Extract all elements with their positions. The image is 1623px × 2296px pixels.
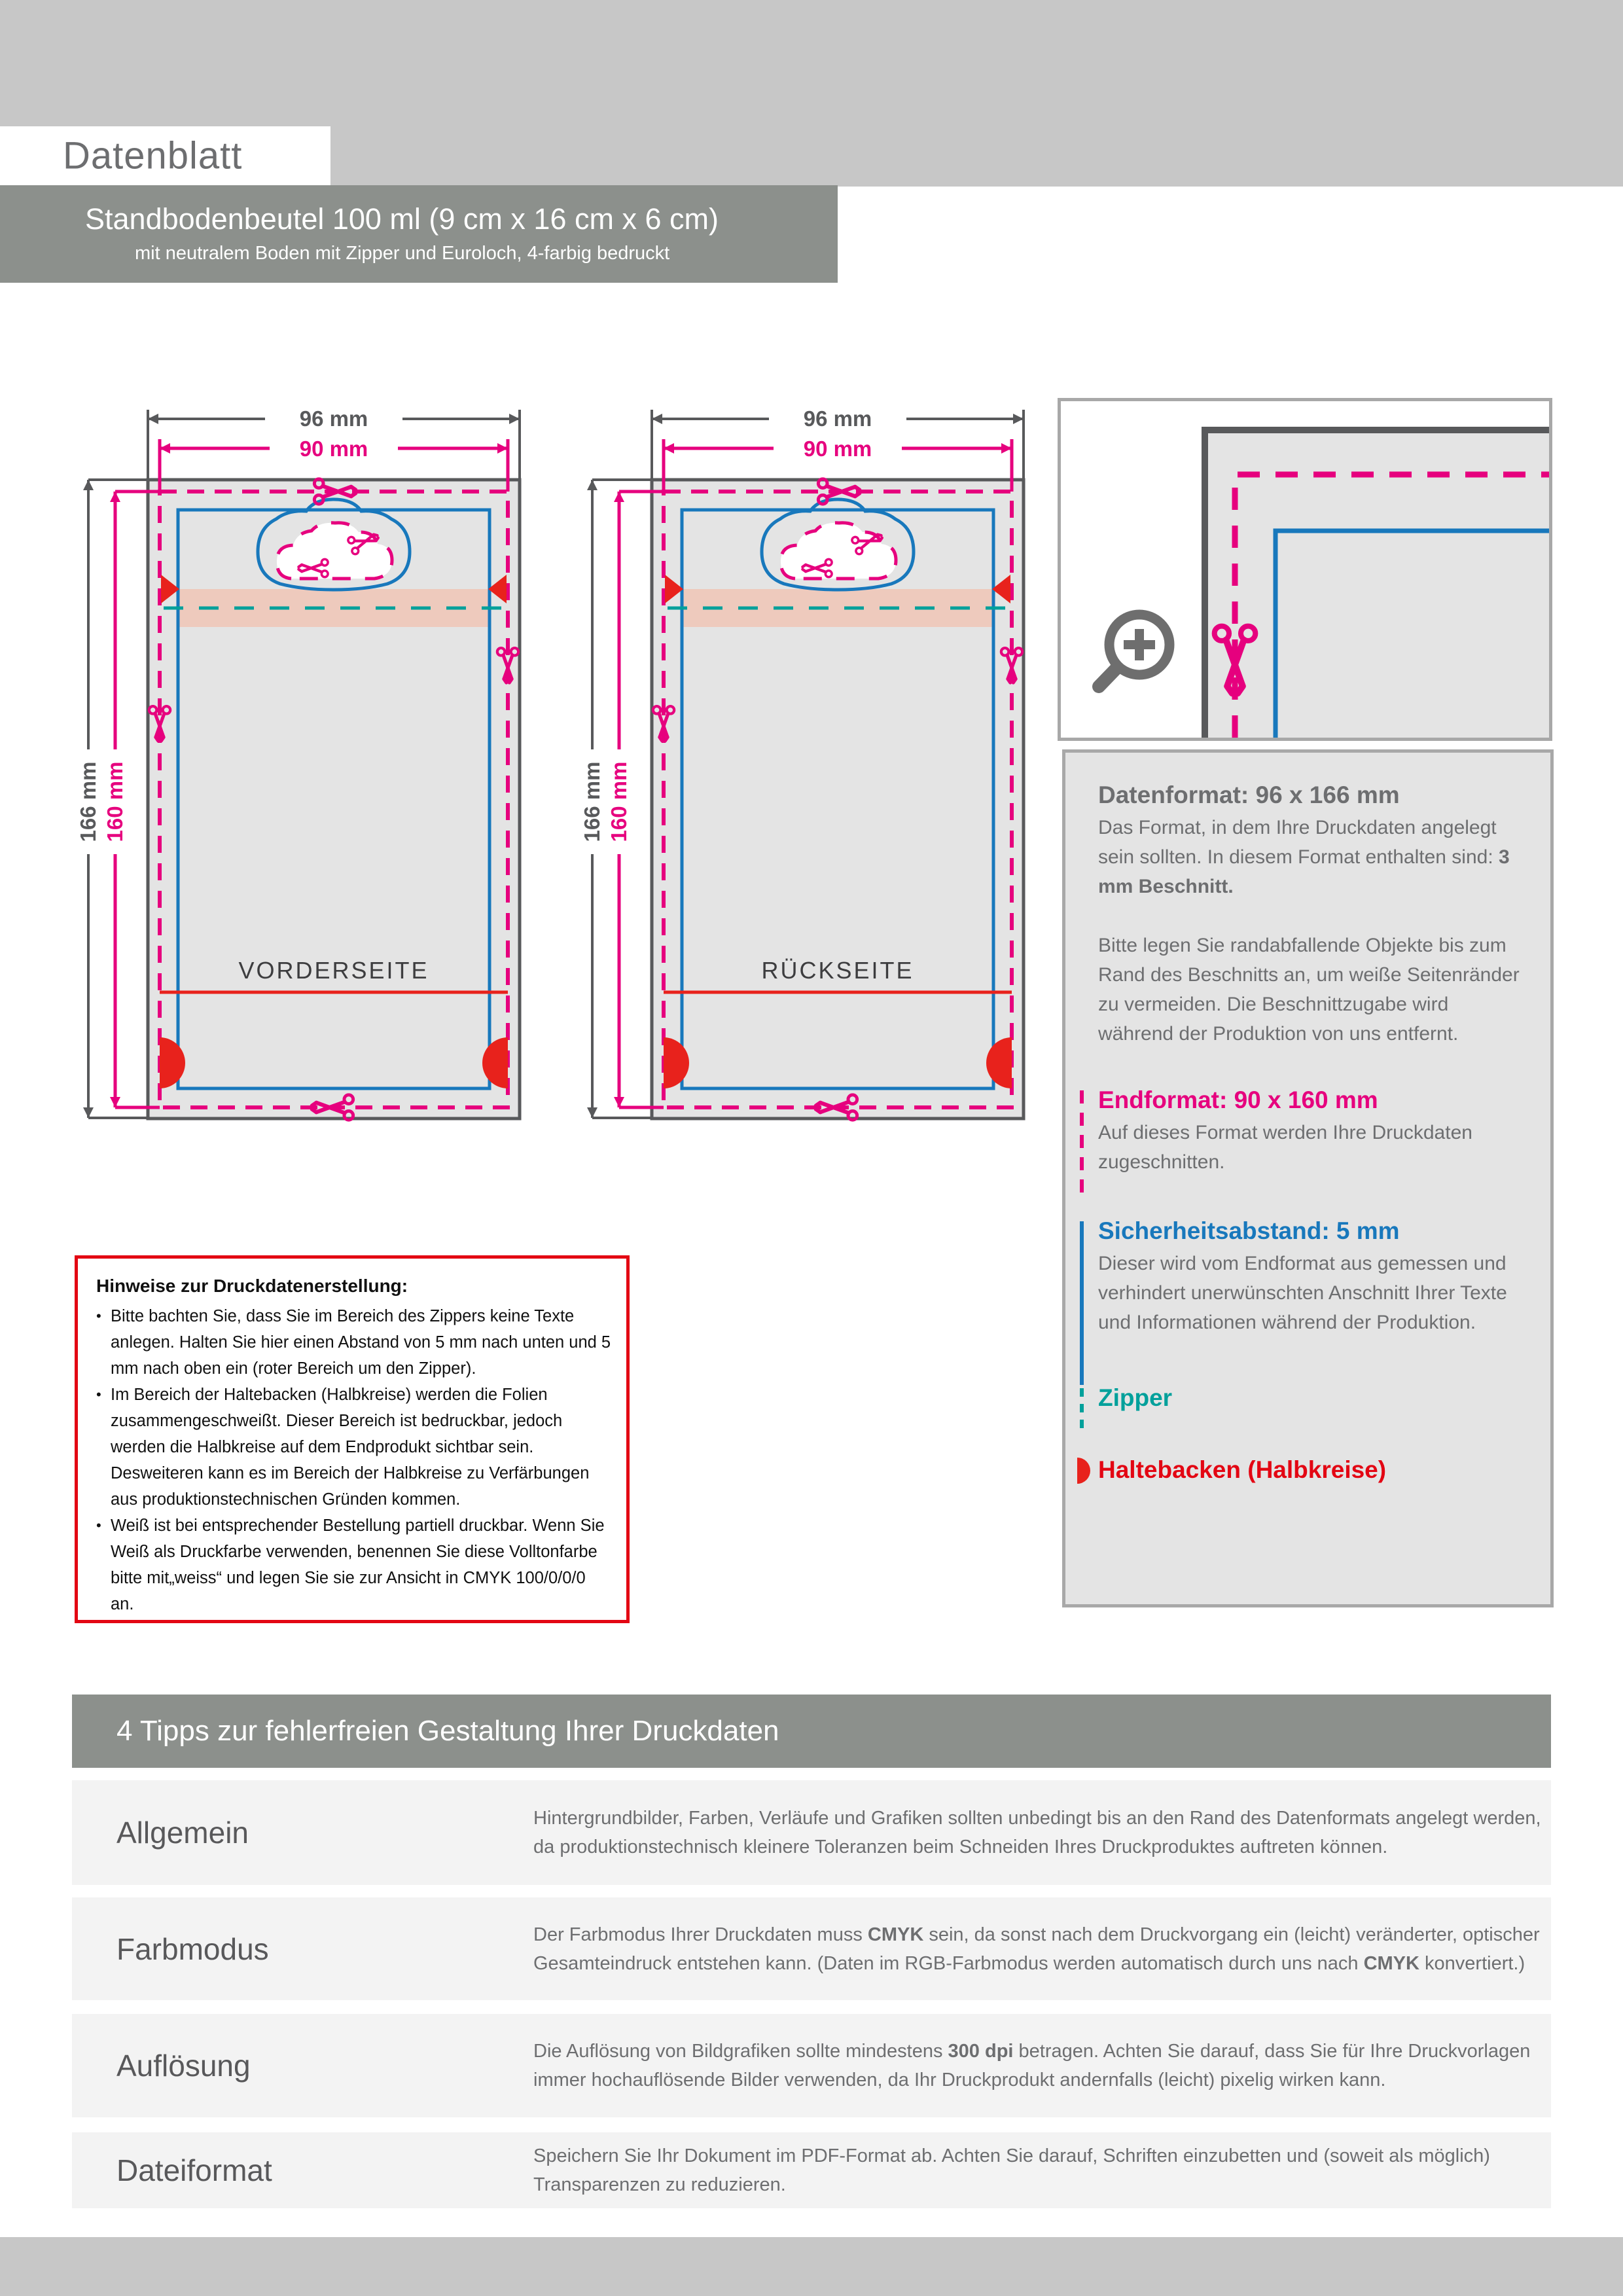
dim-166mm: 166 mm — [580, 761, 604, 842]
product-banner — [0, 185, 838, 283]
dim-166mm: 166 mm — [76, 761, 100, 842]
hinweise-bullet: • Weiß ist bei entsprechender Bestellung partiell druckbar. Wenn Sie Weiß als Druckfarbe verwenden, benennen Sie diese Volltonfarbe bitte mit„weiss“ und legen Sie sie zur Ansicht in CMYK 100/0/0/0 an. — [96, 1513, 613, 1617]
footer-gray-band — [0, 2237, 1623, 2296]
pouch-template — [148, 479, 520, 1120]
dim-96mm: 96 mm — [299, 406, 368, 431]
zipper-legend — [1098, 1384, 1527, 1412]
zipper-marker — [1080, 1388, 1084, 1430]
sicherheitsabstand-section — [1098, 1217, 1527, 1337]
bullet-icon: • — [96, 1308, 101, 1324]
side-label: VORDERSEITE — [238, 957, 429, 984]
datenformat-body: Das Format, in dem Ihre Druckdaten angelegt sein sollten. In diesem Format enthalten sind: 3 mm Beschnitt. — [1098, 817, 1510, 897]
hinweise-box — [75, 1255, 630, 1623]
dim-96mm: 96 mm — [803, 406, 872, 431]
bullet-icon: • — [96, 1517, 101, 1534]
zoom-detail-panel — [1058, 398, 1552, 741]
tip-body: Der Farbmodus Ihrer Druckdaten muss CMYK sein, da sonst nach dem Druckvorgang ein (leicht) veränderter, optischer Gesamteindruck entstehen kann. (Daten im RGB-Farbmodus werden automatisch durch uns nach CMYK konvertiert.) — [533, 1924, 1540, 1974]
doc-title: Datenblatt — [63, 134, 243, 177]
sicherheitsabstand-marker — [1080, 1221, 1084, 1385]
half-circle-icon — [1077, 1458, 1090, 1484]
tip-row-aufloesung — [72, 2014, 1551, 2117]
datenformat-section — [1098, 781, 1527, 1049]
endformat-heading: Endformat: 90 x 160 mm — [1098, 1086, 1378, 1113]
doc-title-box — [0, 126, 330, 185]
side-label: RÜCKSEITE — [761, 957, 914, 984]
tips-header — [72, 1695, 1551, 1768]
tip-body: Die Auflösung von Bildgrafiken sollte mindestens 300 dpi betragen. Achten Sie darauf, dass Sie für Ihre Druckvorlagen immer hochauflösende Bilder verwenden, da Ihr Druckprodukt andernfalls (leicht) pixelig wirken kann. — [533, 2041, 1531, 2090]
front-pouch-diagram — [39, 393, 537, 1158]
endformat-section — [1098, 1086, 1527, 1177]
datenformat-body2: Bitte legen Sie randabfallende Objekte bis zum Rand des Beschnitts an, um weiße Seitenränder zu vermeiden. Die Beschnittzugabe wird während der Produktion von uns entfernt. — [1098, 935, 1520, 1045]
tip-label: Farbmodus — [116, 1931, 269, 1966]
tips-title: 4 Tipps zur fehlerfreien Gestaltung Ihrer Druckdaten — [116, 1715, 779, 1747]
datenformat-heading: Datenformat: 96 x 166 mm — [1098, 781, 1400, 808]
sicherheitsabstand-heading: Sicherheitsabstand: 5 mm — [1098, 1217, 1400, 1244]
tip-row-farbmodus — [72, 1897, 1551, 2000]
tip-row-dateiformat — [72, 2132, 1551, 2208]
zipper-keepout-band — [682, 589, 993, 627]
hinweise-title: Hinweise zur Druckdatenerstellung: — [96, 1276, 408, 1296]
haltebacken-label: Haltebacken (Halbkreise) — [1098, 1456, 1387, 1483]
dim-90mm: 90 mm — [299, 437, 368, 461]
haltebacken-legend — [1098, 1456, 1527, 1484]
endformat-body: Auf dieses Format werden Ihre Druckdaten zugeschnitten. — [1098, 1122, 1472, 1173]
format-info-panel — [1062, 749, 1554, 1607]
dim-160mm: 160 mm — [607, 761, 631, 842]
tip-body: Hintergrundbilder, Farben, Verläufe und Grafiken sollten unbedingt bis an den Rand des Datenformats angelegt werden, da produktionstechnisch kleinere Toleranzen beim Schneiden Ihres Druckproduktes auftreten können. — [533, 1808, 1541, 1857]
back-pouch-diagram — [543, 393, 1041, 1158]
magnifier-plus-icon — [1099, 615, 1169, 687]
tip-body: Speichern Sie Ihr Dokument im PDF-Format ab. Achten Sie darauf, Schriften einzubetten und (soweit als möglich) Transparenzen zu reduzieren. — [533, 2145, 1490, 2195]
product-subtitle: mit neutralem Boden mit Zipper und Euroloch, 4-farbig bedruckt — [135, 243, 670, 264]
zipper-label: Zipper — [1098, 1384, 1173, 1411]
zipper-keepout-band — [178, 589, 490, 627]
endformat-marker — [1080, 1090, 1084, 1202]
hinweise-bullet: • Bitte bachten Sie, dass Sie im Bereich des Zippers keine Texte anlegen. Halten Sie hier einen Abstand von 5 mm nach unten und 5 mm nach oben ein (roter Bereich um den Zipper). — [96, 1303, 613, 1382]
tip-label: Auflösung — [116, 2049, 251, 2083]
hinweise-bullet: • Im Bereich der Haltebacken (Halbkreise) werden die Folien zusammengeschweißt. Dieser Bereich ist bedruckbar, jedoch werden die Halbkreise auf dem Endprodukt sichtbar sein. Desweiteren kann es im Bereich der Halbkreise zu Verfärbungen aus produktionstechnischen Gründen kommen. — [96, 1382, 613, 1513]
tip-label: Dateiformat — [116, 2153, 272, 2187]
sicherheitsabstand-body: Dieser wird vom Endformat aus gemessen und verhindert unerwünschten Anschnitt Ihrer Texte und Informationen während der Produktion. — [1098, 1253, 1507, 1333]
product-title: Standbodenbeutel 100 ml (9 cm x 16 cm x 6 cm) — [85, 202, 719, 236]
dim-90mm: 90 mm — [803, 437, 872, 461]
bullet-icon: • — [96, 1386, 101, 1403]
dim-160mm: 160 mm — [103, 761, 127, 842]
tip-row-allgemein — [72, 1780, 1551, 1885]
tip-label: Allgemein — [116, 1816, 249, 1850]
